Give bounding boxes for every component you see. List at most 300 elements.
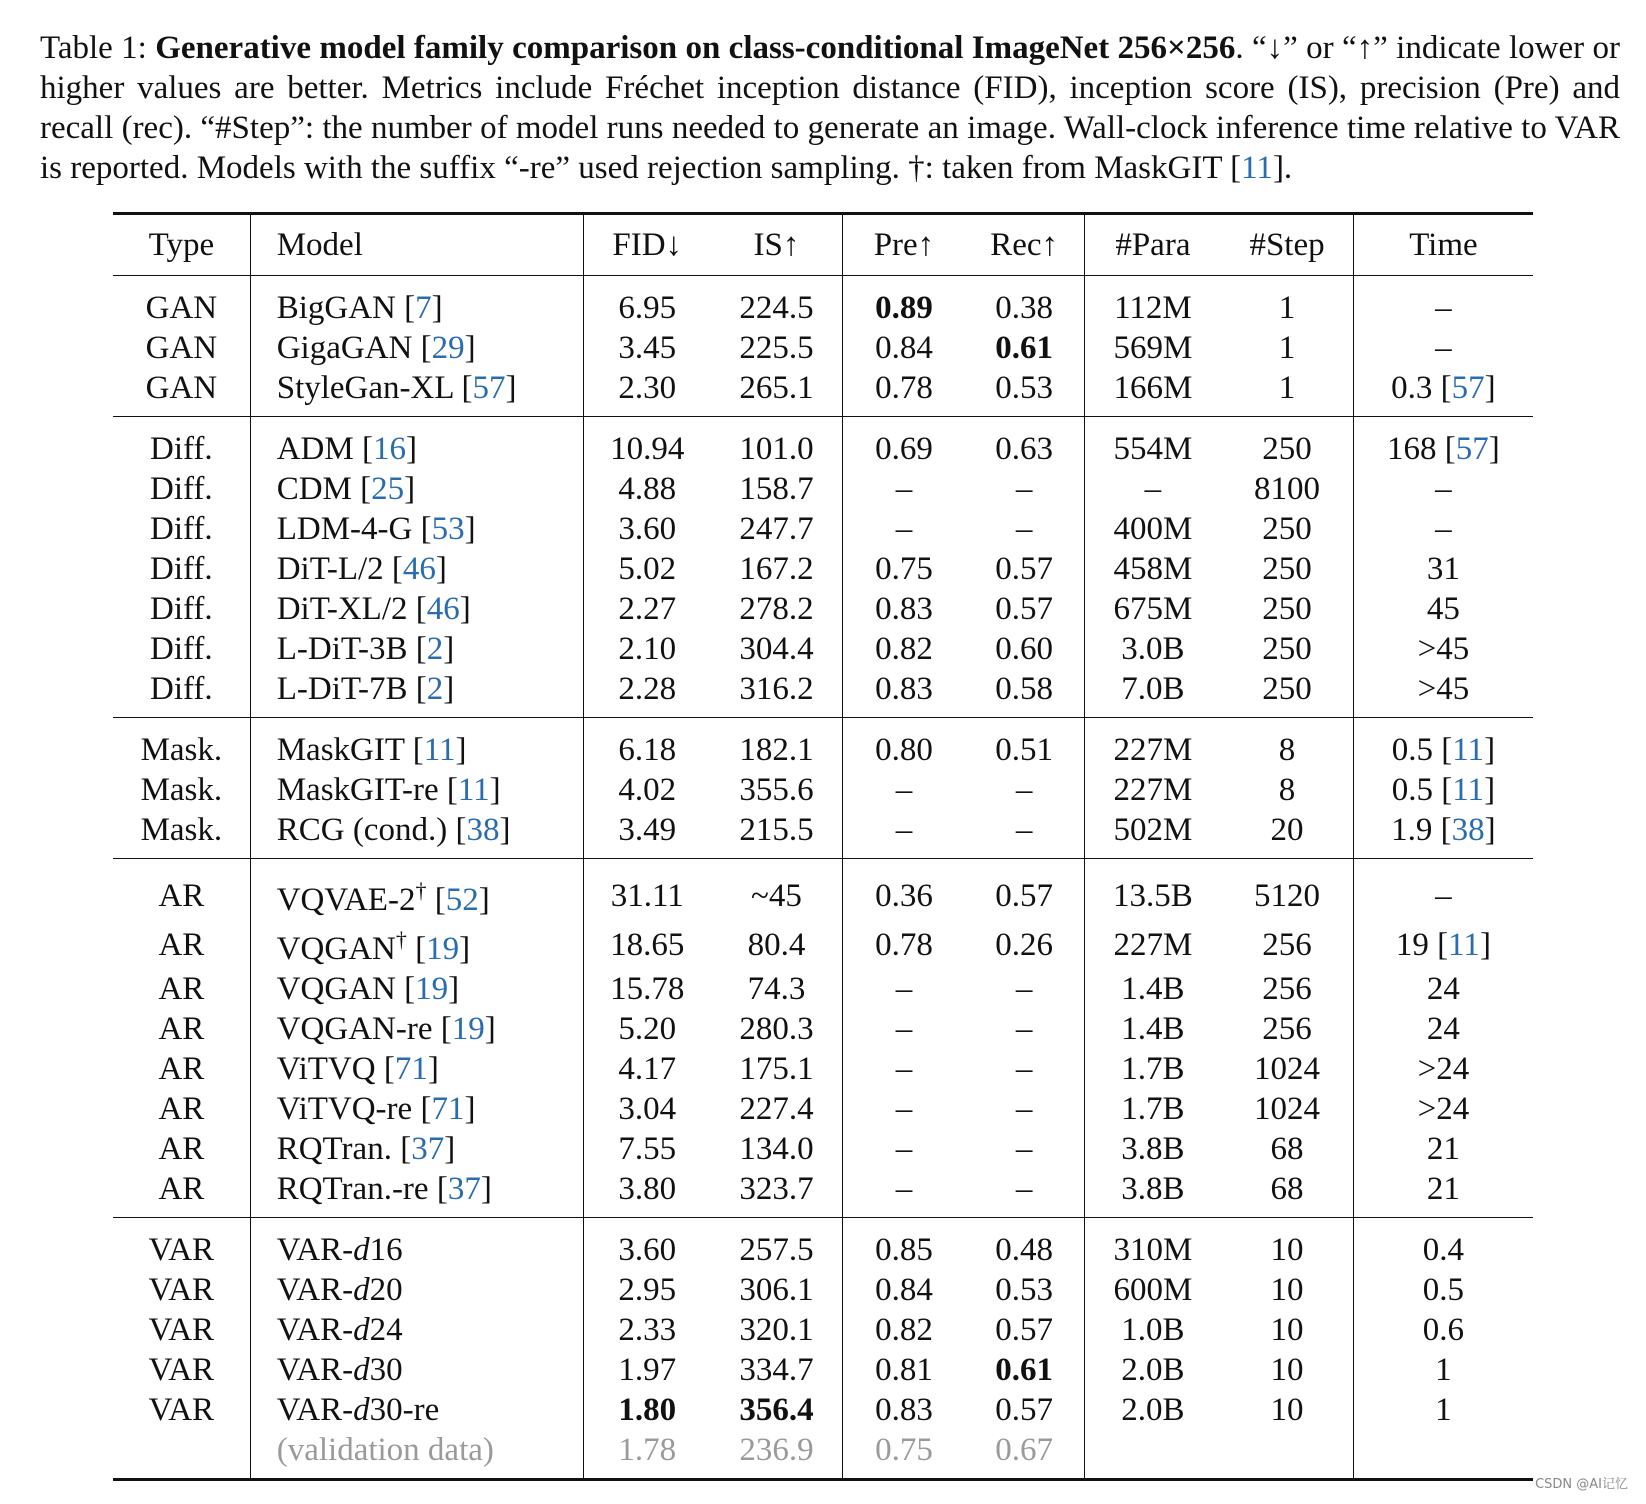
cell-pre	[843, 859, 965, 921]
cell-model: ViTVQ [71]	[250, 1049, 583, 1089]
value-rec: 0.57	[995, 1312, 1053, 1348]
caption-ref-link[interactable]: 11	[1241, 150, 1273, 186]
cell-is	[711, 859, 843, 921]
value-rec: 0.53	[995, 1272, 1053, 1308]
cell-time	[1353, 669, 1533, 718]
cell-type: Diff.	[113, 629, 250, 669]
cell-type: Diff.	[113, 509, 250, 549]
value-para: 1.7B	[1121, 1051, 1185, 1087]
value-para: 569M	[1113, 330, 1193, 366]
cell-fid	[583, 1049, 710, 1089]
cell-time	[1353, 1218, 1533, 1271]
citation-link[interactable]: 46	[402, 551, 436, 587]
value-para: 310M	[1113, 1232, 1193, 1268]
cell-model: VQGAN† [19]	[250, 920, 583, 969]
value-fid: 3.45	[618, 330, 677, 366]
cell-is	[711, 770, 843, 810]
cell-pre	[843, 1129, 965, 1169]
value-fid: 10.94	[610, 431, 685, 467]
value-step: 250	[1262, 511, 1312, 547]
cell-is	[711, 1049, 843, 1089]
cell-step	[1221, 810, 1353, 859]
value-time: 21	[1426, 1131, 1460, 1167]
citation-link[interactable]: 25	[371, 471, 405, 507]
cell-model	[250, 1430, 583, 1480]
cell-is	[711, 1169, 843, 1218]
value-pre: 0.82	[875, 631, 933, 667]
value-fid: 2.95	[618, 1272, 677, 1308]
cell-pre	[843, 417, 965, 470]
cell-model: StyleGan-XL [57]	[250, 368, 583, 417]
value-is: 167.2	[739, 551, 814, 587]
value-rec: –	[1015, 1091, 1033, 1127]
model-name-prefix: VAR-	[276, 1352, 354, 1388]
cell-para	[1084, 1218, 1221, 1271]
model-name-suffix: 20	[369, 1272, 403, 1308]
citation-link[interactable]: 19	[415, 971, 449, 1007]
cell-fid	[583, 1129, 710, 1169]
value-rec: 0.26	[995, 926, 1053, 963]
cell-pre	[843, 920, 965, 969]
value-time: 19	[1395, 926, 1429, 963]
value-is: 247.7	[739, 511, 814, 547]
table-row	[113, 1169, 1533, 1218]
model-name: L-DiT-3B	[276, 631, 408, 667]
cell-is	[711, 469, 843, 509]
value-para: 675M	[1113, 591, 1193, 627]
cell-step	[1221, 368, 1353, 417]
value-time: 1.9	[1391, 812, 1433, 848]
watermark: CSDN @AI记忆	[1535, 1477, 1628, 1492]
value-para: 2.0B	[1121, 1352, 1185, 1388]
cell-is	[711, 509, 843, 549]
cell-is	[711, 1218, 843, 1271]
cell-model: BigGAN [7]	[250, 276, 583, 329]
cell-rec	[965, 1430, 1084, 1480]
cell-model	[250, 1390, 583, 1430]
value-rec: –	[1015, 1011, 1033, 1047]
cell-time	[1353, 1430, 1533, 1480]
cell-rec	[965, 368, 1084, 417]
cell-fid	[583, 417, 710, 470]
citation-link[interactable]: 19	[426, 931, 460, 967]
citation-link[interactable]: 38	[1451, 812, 1485, 848]
table-caption	[40, 28, 1620, 188]
citation-link[interactable]: 11	[1448, 926, 1480, 963]
cell-fid	[583, 1390, 710, 1430]
value-pre: 0.83	[875, 591, 933, 627]
value-pre: –	[895, 471, 913, 507]
cell-model: L-DiT-7B [2]	[250, 669, 583, 718]
cell-para	[1084, 1390, 1221, 1430]
cell-model: CDM [25]	[250, 469, 583, 509]
model-name-suffix: 16	[369, 1232, 403, 1268]
cell-fid	[583, 1350, 710, 1390]
table-row	[113, 368, 1533, 417]
cell-type: AR	[113, 1049, 250, 1089]
cell-step	[1221, 1009, 1353, 1049]
value-fid: 1.80	[618, 1392, 677, 1428]
table-row	[113, 469, 1533, 509]
cell-time: 0.3 [57]	[1391, 370, 1496, 406]
cell-fid	[583, 589, 710, 629]
value-is: 74.3	[747, 971, 806, 1007]
value-time: 0.4	[1422, 1232, 1465, 1268]
cell-is	[711, 920, 843, 969]
value-para: 227M	[1113, 772, 1193, 808]
cell-para	[1084, 1350, 1221, 1390]
header-is: IS↑	[711, 214, 843, 276]
model-name-prefix: VAR-	[276, 1272, 354, 1308]
header-model: Model	[250, 214, 583, 276]
value-time: >24	[1417, 1091, 1470, 1127]
cell-para	[1084, 1049, 1221, 1089]
value-step: 256	[1262, 926, 1312, 963]
caption-label: Table 1:	[40, 30, 147, 66]
model-name-depth-symbol: d	[353, 1352, 370, 1388]
citation-link[interactable]: 16	[372, 431, 406, 467]
value-fid: 3.04	[618, 1091, 677, 1127]
value-is: 323.7	[739, 1171, 814, 1207]
citation-link[interactable]: 7	[415, 290, 432, 326]
cell-pre	[843, 1218, 965, 1271]
cell-step	[1221, 969, 1353, 1009]
value-time: 0.5	[1391, 772, 1434, 808]
value-step: 1	[1278, 290, 1296, 326]
value-rec: 0.60	[995, 631, 1053, 667]
cell-type: AR	[113, 859, 250, 921]
value-rec: 0.57	[995, 551, 1053, 587]
citation-link[interactable]: 71	[431, 1091, 465, 1127]
citation-link[interactable]: 57	[1455, 431, 1489, 467]
header-fid: FID↓	[612, 227, 683, 263]
cell-type: AR	[113, 1129, 250, 1169]
cell-model: VQGAN [19]	[250, 969, 583, 1009]
value-pre: 0.80	[875, 732, 933, 768]
cell-fid	[583, 1430, 710, 1480]
value-pre: 0.75	[875, 551, 933, 587]
citation-link[interactable]: 37	[447, 1171, 481, 1207]
value-time: –	[1435, 330, 1452, 366]
cell-step	[1221, 920, 1353, 969]
cell-rec	[965, 549, 1084, 589]
cell-time: 1.9 [38]	[1391, 812, 1496, 848]
cell-step	[1221, 669, 1353, 718]
citation-link[interactable]: 2	[426, 671, 444, 707]
cell-time	[1353, 629, 1533, 669]
cell-type: AR	[113, 969, 250, 1009]
citation-link[interactable]: 38	[466, 812, 500, 848]
header-para: #Para	[1115, 227, 1191, 263]
cell-step	[1221, 718, 1353, 771]
value-is: 224.5	[739, 290, 814, 326]
cell-is	[711, 629, 843, 669]
value-para: –	[1144, 471, 1162, 507]
cell-fid	[583, 368, 710, 417]
cell-pre	[843, 1270, 965, 1310]
value-fid: 3.49	[618, 812, 677, 848]
table-row	[113, 969, 1533, 1009]
cell-model	[250, 1270, 583, 1310]
cell-fid	[583, 509, 710, 549]
cell-pre	[843, 589, 965, 629]
table-header	[113, 214, 1533, 276]
value-step: 1	[1278, 330, 1296, 366]
cell-model: VQGAN-re [19]	[250, 1009, 583, 1049]
cell-model: ViTVQ-re [71]	[250, 1089, 583, 1129]
cell-rec	[965, 810, 1084, 859]
value-is: 182.1	[739, 732, 814, 768]
citation-link[interactable]: 11	[457, 772, 490, 808]
value-para: 600M	[1113, 1272, 1193, 1308]
model-name: DiT-XL/2	[276, 591, 408, 627]
table-row	[113, 1350, 1533, 1390]
value-is: 175.1	[739, 1051, 814, 1087]
cell-type: Diff.	[113, 469, 250, 509]
cell-step	[1221, 509, 1353, 549]
cell-step	[1221, 589, 1353, 629]
table-row	[113, 549, 1533, 589]
cell-fid	[583, 1310, 710, 1350]
value-fid: 31.11	[610, 877, 684, 914]
cell-para	[1084, 810, 1221, 859]
value-fid: 2.30	[618, 370, 677, 406]
value-step: 250	[1262, 431, 1312, 467]
cell-type: Mask.	[113, 810, 250, 859]
cell-rec	[965, 276, 1084, 329]
model-name: ViTVQ	[276, 1051, 376, 1087]
cell-rec	[965, 1049, 1084, 1089]
cell-para	[1084, 1129, 1221, 1169]
citation-link[interactable]: 57	[472, 370, 506, 406]
cell-rec	[965, 629, 1084, 669]
citation-link[interactable]: 53	[431, 511, 465, 547]
value-fid: 3.60	[618, 511, 677, 547]
cell-fid	[583, 549, 710, 589]
model-name: MaskGIT	[276, 732, 405, 768]
cell-fid	[583, 328, 710, 368]
model-name: GigaGAN	[276, 330, 413, 366]
value-rec: –	[1015, 971, 1033, 1007]
value-para: 7.0B	[1121, 671, 1185, 707]
table-group	[113, 417, 1533, 718]
cell-para	[1084, 509, 1221, 549]
cell-fid	[583, 1270, 710, 1310]
table-row	[113, 770, 1533, 810]
cell-time	[1353, 1009, 1533, 1049]
cell-pre	[843, 1430, 965, 1480]
citation-link[interactable]: 2	[426, 631, 444, 667]
cell-rec	[965, 859, 1084, 921]
value-fid: 5.20	[618, 1011, 677, 1047]
cell-is	[711, 1390, 843, 1430]
value-time: >45	[1417, 671, 1470, 707]
cell-is	[711, 417, 843, 470]
value-para: 1.4B	[1121, 1011, 1185, 1047]
value-pre: 0.75	[875, 1432, 933, 1468]
value-para: 166M	[1113, 370, 1193, 406]
cell-model	[250, 1350, 583, 1390]
cell-para	[1084, 770, 1221, 810]
value-rec: 0.57	[995, 591, 1053, 627]
cell-model: ADM [16]	[250, 417, 583, 470]
model-name: MaskGIT-re	[276, 772, 439, 808]
cell-is	[711, 1430, 843, 1480]
value-rec: –	[1015, 1051, 1033, 1087]
model-name-prefix: VAR-	[276, 1232, 354, 1268]
cell-time	[1353, 1049, 1533, 1089]
cell-para	[1084, 589, 1221, 629]
citation-link[interactable]: 29	[431, 330, 465, 366]
citation-link[interactable]: 11	[1452, 732, 1485, 768]
cell-model: RQTran. [37]	[250, 1129, 583, 1169]
cell-fid	[583, 770, 710, 810]
citation-link[interactable]: 11	[423, 732, 456, 768]
cell-rec	[965, 718, 1084, 771]
cell-fid	[583, 1218, 710, 1271]
table-row	[113, 920, 1533, 969]
value-fid: 7.55	[618, 1131, 677, 1167]
cell-pre	[843, 1310, 965, 1350]
citation-link[interactable]: 57	[1451, 370, 1485, 406]
value-fid: 15.78	[610, 971, 685, 1007]
cell-time	[1353, 328, 1533, 368]
table-row	[113, 328, 1533, 368]
value-time: 21	[1426, 1171, 1460, 1207]
cell-rec	[965, 589, 1084, 629]
cell-time	[1353, 589, 1533, 629]
cell-rec	[965, 1129, 1084, 1169]
citation-link[interactable]: 46	[426, 591, 460, 627]
model-name: ADM	[276, 431, 354, 467]
value-rec: –	[1015, 812, 1033, 848]
value-is: 320.1	[739, 1312, 814, 1348]
cell-time	[1353, 276, 1533, 329]
table-group	[113, 859, 1533, 1218]
header-row	[113, 214, 1533, 276]
cell-para	[1084, 1169, 1221, 1218]
cell-para	[1084, 718, 1221, 771]
cell-type: Mask.	[113, 770, 250, 810]
value-fid: 3.60	[618, 1232, 677, 1268]
cell-is	[711, 549, 843, 589]
cell-type: Diff.	[113, 669, 250, 718]
cell-step	[1221, 629, 1353, 669]
value-pre: 0.83	[875, 1392, 933, 1428]
cell-pre	[843, 1089, 965, 1129]
cell-step	[1221, 1350, 1353, 1390]
cell-para	[1084, 276, 1221, 329]
model-name-depth-symbol: d	[353, 1392, 370, 1428]
cell-is	[711, 276, 843, 329]
table-row	[113, 276, 1533, 329]
value-is: 356.4	[739, 1392, 814, 1428]
model-name-suffix: 30	[369, 1352, 403, 1388]
value-pre: –	[895, 1171, 913, 1207]
value-para: 502M	[1113, 812, 1193, 848]
value-step: 256	[1262, 1011, 1312, 1047]
cell-model: RQTran.-re [37]	[250, 1169, 583, 1218]
value-para: 400M	[1113, 511, 1193, 547]
cell-pre	[843, 969, 965, 1009]
cell-step	[1221, 770, 1353, 810]
cell-model: VQVAE-2† [52]	[250, 859, 583, 921]
cell-fid	[583, 920, 710, 969]
cell-time	[1353, 1169, 1533, 1218]
cell-type: VAR	[113, 1270, 250, 1310]
value-pre: 0.81	[875, 1352, 933, 1388]
value-step: 1024	[1254, 1091, 1321, 1127]
model-name: VQGAN	[276, 971, 396, 1007]
value-para: 227M	[1113, 926, 1193, 963]
value-para: 13.5B	[1113, 877, 1193, 914]
cell-time	[1353, 549, 1533, 589]
citation-link[interactable]: 37	[411, 1131, 445, 1167]
citation-link[interactable]: 52	[445, 882, 479, 918]
value-fid: 1.78	[618, 1432, 677, 1468]
value-time: >45	[1417, 631, 1470, 667]
citation-link[interactable]: 71	[394, 1051, 428, 1087]
value-is: 306.1	[739, 1272, 814, 1308]
cell-pre	[843, 509, 965, 549]
cell-step	[1221, 1129, 1353, 1169]
model-name: VQGAN	[276, 931, 396, 967]
cell-time: 0.5 [11]	[1391, 732, 1496, 768]
cell-time: 0.5 [11]	[1391, 772, 1496, 808]
value-step: 20	[1270, 812, 1304, 848]
cell-pre	[843, 469, 965, 509]
value-pre: –	[895, 812, 913, 848]
cell-model	[250, 1310, 583, 1350]
model-name-depth-symbol: d	[353, 1272, 370, 1308]
model-name: VQGAN-re	[276, 1011, 433, 1047]
cell-step	[1221, 549, 1353, 589]
cell-rec	[965, 669, 1084, 718]
value-rec: 0.61	[995, 1352, 1053, 1388]
value-fid: 2.10	[618, 631, 677, 667]
header-step: #Step	[1221, 214, 1353, 276]
cell-time	[1353, 859, 1533, 921]
value-para: 1.7B	[1121, 1091, 1185, 1127]
cell-fid	[583, 810, 710, 859]
cell-para	[1084, 1009, 1221, 1049]
cell-para	[1084, 1310, 1221, 1350]
dagger-mark: †	[395, 927, 407, 952]
citation-link[interactable]: 11	[1452, 772, 1485, 808]
value-is: 278.2	[739, 591, 814, 627]
caption-title: Generative model family comparison on class-conditional ImageNet 256×256	[155, 30, 1236, 66]
value-step: 250	[1262, 591, 1312, 627]
value-is: 101.0	[739, 431, 814, 467]
model-name: RCG (cond.)	[276, 812, 448, 848]
value-step: 250	[1262, 551, 1312, 587]
value-pre: –	[895, 511, 913, 547]
cell-type: AR	[113, 1009, 250, 1049]
value-step: 8	[1278, 772, 1296, 808]
value-rec: –	[1015, 1171, 1033, 1207]
value-fid: 6.95	[618, 290, 677, 326]
cell-is	[711, 810, 843, 859]
citation-link[interactable]: 19	[451, 1011, 485, 1047]
cell-fid	[583, 969, 710, 1009]
cell-pre	[843, 368, 965, 417]
cell-model: MaskGIT-re [11]	[250, 770, 583, 810]
cell-step	[1221, 1089, 1353, 1129]
value-time: –	[1435, 471, 1452, 507]
value-para: 554M	[1113, 431, 1193, 467]
value-rec: 0.51	[995, 732, 1053, 768]
cell-is	[711, 368, 843, 417]
